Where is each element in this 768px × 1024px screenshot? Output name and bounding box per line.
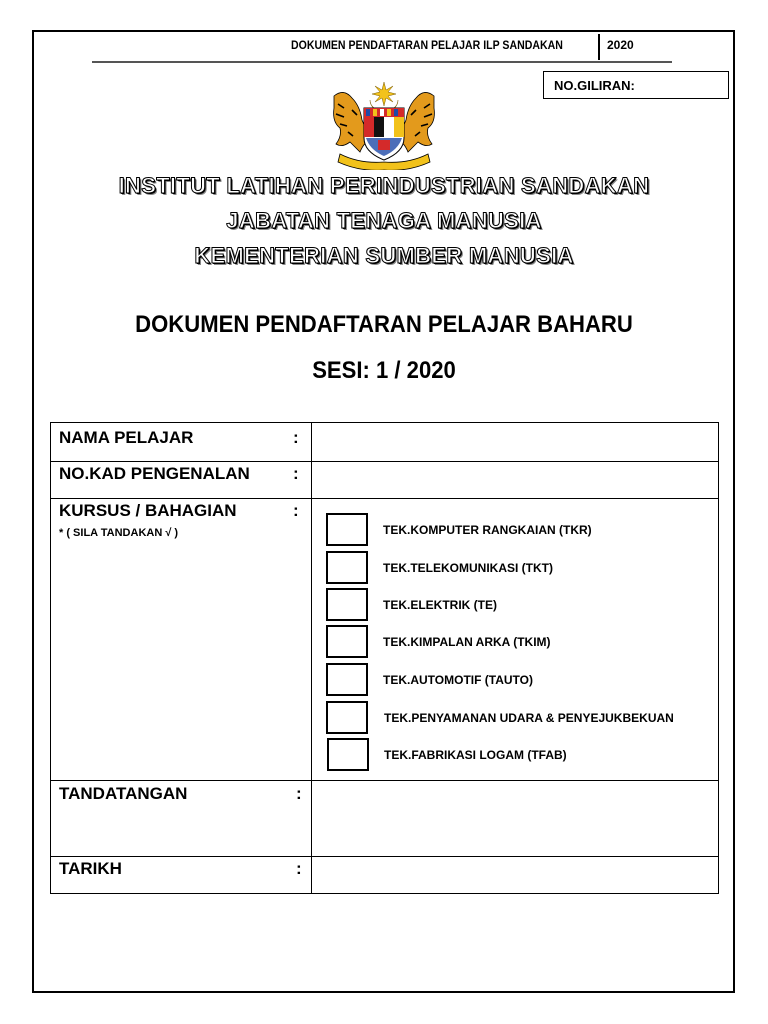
giliran-field[interactable] — [543, 71, 729, 99]
ic-colon: : — [293, 464, 299, 483]
date-label-cell — [50, 856, 312, 894]
ic-label: NO.KAD PENGENALAN — [59, 464, 250, 483]
document-title: DOKUMEN PENDAFTARAN PELAJAR BAHARU — [135, 311, 633, 338]
course-checkbox-te[interactable] — [326, 588, 368, 621]
name-label: NAMA PELAJAR — [59, 428, 194, 447]
course-checkbox-tkr[interactable] — [326, 513, 368, 546]
signature-label: TANDATANGAN — [59, 784, 188, 803]
course-checkbox-tauto[interactable] — [326, 663, 368, 696]
course-checkbox-penyamanan[interactable] — [326, 701, 368, 734]
signature-label-cell — [50, 780, 312, 857]
course-option-tkr: TEK.KOMPUTER RANGKAIAN (TKR) — [383, 523, 592, 537]
ic-label-cell — [50, 461, 312, 499]
course-checkbox-tkt[interactable] — [326, 551, 368, 584]
header-document-label: DOKUMEN PENDAFTARAN PELAJAR ILP SANDAKAN — [291, 38, 563, 52]
giliran-label: NO.GILIRAN: — [554, 78, 635, 93]
course-option-penyamanan: TEK.PENYAMANAN UDARA & PENYEJUKBEKUAN — [384, 711, 674, 725]
course-option-tkim: TEK.KIMPALAN ARKA (TKIM) — [383, 635, 551, 649]
registration-form-table — [50, 422, 719, 894]
date-label: TARIKH — [59, 859, 122, 878]
course-option-tauto: TEK.AUTOMOTIF (TAUTO) — [383, 673, 533, 687]
coat-of-arms-emblem — [326, 80, 442, 170]
course-checkbox-tfab[interactable] — [327, 738, 369, 771]
course-checkbox-tkim[interactable] — [326, 625, 368, 658]
course-options-cell — [311, 498, 719, 781]
date-input-field[interactable] — [311, 856, 719, 894]
header-year: 2020 — [607, 38, 634, 52]
signature-input-field[interactable] — [311, 780, 719, 857]
date-colon: : — [296, 859, 302, 878]
course-hint: * ( SILA TANDAKAN √ ) — [59, 527, 179, 539]
signature-colon: : — [296, 784, 302, 803]
department-name: JABATAN TENAGA MANUSIA — [226, 208, 542, 233]
course-option-tfab: TEK.FABRIKASI LOGAM (TFAB) — [384, 748, 567, 762]
institution-name: INSTITUT LATIHAN PERINDUSTRIAN SANDAKAN — [118, 173, 650, 198]
name-colon: : — [293, 428, 299, 447]
course-option-te: TEK.ELEKTRIK (TE) — [383, 598, 497, 612]
name-input-field[interactable] — [311, 422, 719, 462]
ministry-name: KEMENTERIAN SUMBER MANUSIA — [194, 243, 574, 268]
ic-input-field[interactable] — [311, 461, 719, 499]
course-label-cell — [50, 498, 312, 781]
session-label: SESI: 1 / 2020 — [312, 357, 456, 384]
header-rule — [92, 61, 672, 63]
header-separator — [598, 34, 600, 60]
course-colon: : — [293, 501, 299, 520]
course-option-tkt: TEK.TELEKOMUNIKASI (TKT) — [383, 561, 553, 575]
course-label: KURSUS / BAHAGIAN — [59, 501, 237, 520]
name-label-cell — [50, 422, 312, 462]
